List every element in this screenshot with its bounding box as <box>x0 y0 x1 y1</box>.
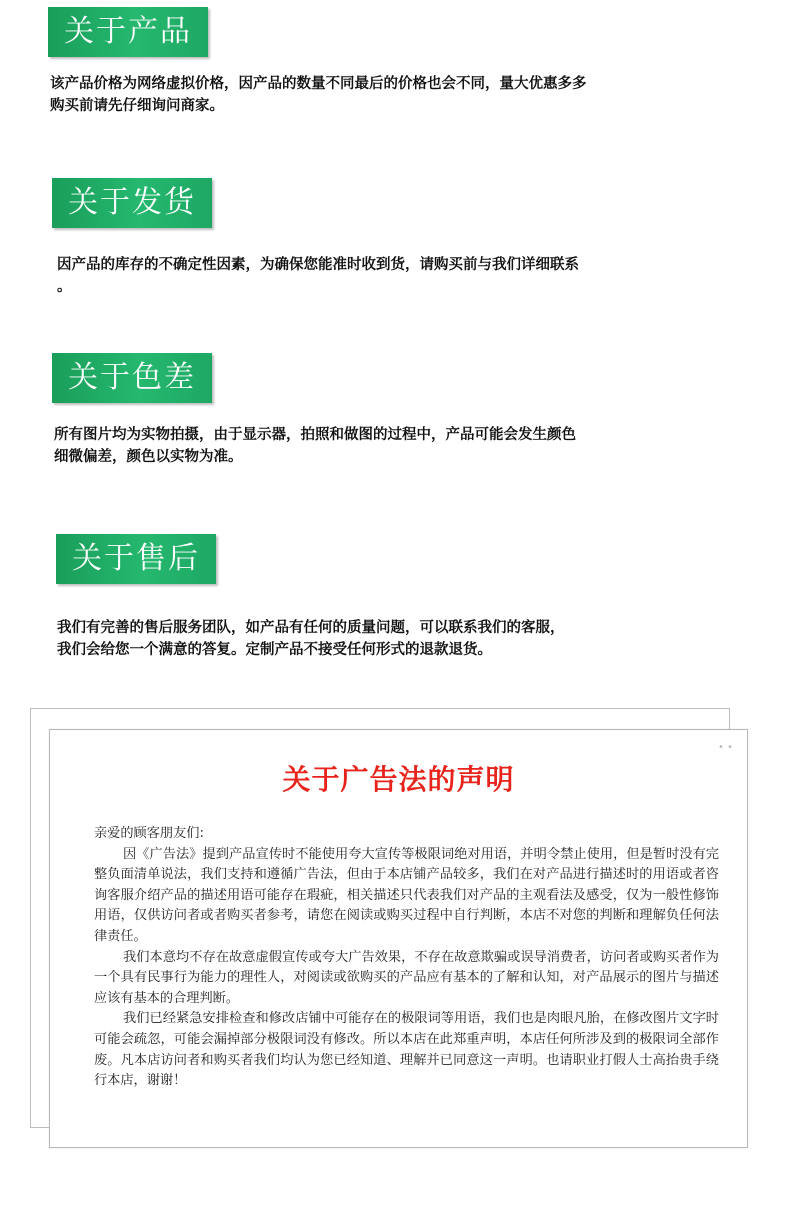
notice-paragraph: 因《广告法》提到产品宣传时不能使用夸大宣传等极限词绝对用语，并明令禁止使用，但是暂时没有完整负面清单说法，我们支持和遵循广告法，但由于本店铺产品较多，我们在对产品进行描述时的用语或者咨询客服介绍产品的描述用语可能存在瑕疵，相关描述只代表我们对产品的主观看法及感受，仅为一般性修饰用语，仅供访问者或者购买者参考，请您在阅读或购买过程中自行判断，本店不对您的判断和理解负任何法律责任。 <box>94 846 719 944</box>
section-text-color: 所有图片均为实物拍摄，由于显示器，拍照和做图的过程中，产品可能会发生颜色 细微偏差，颜色以实物为准。 <box>54 427 576 465</box>
section-text-aftersales: 我们有完善的售后服务团队，如产品有任何的质量问题，可以联系我们的客服， 我们会给您一个满意的答复。定制产品不接受任何形式的退款退货。 <box>57 620 565 658</box>
card-corner-dots-icon: • • <box>718 742 733 753</box>
section-text-shipping: 因产品的库存的不确定性因素，为确保您能准时收到货，请购买前与我们详细联系 。 <box>57 257 579 295</box>
section-title-shipping: 关于发货 <box>52 178 212 228</box>
notice-greeting: 亲爱的顾客朋友们: <box>94 826 204 841</box>
notice-paragraph: 我们本意均不存在故意虚假宣传或夸大广告效果，不存在故意欺骗或误导消费者，访问者或购买者作为一个具有民事行为能力的理性人，对阅读或欲购买的产品应有基本的了解和认知，对产品展示的图片与描述应该有基本的合理判断。 <box>94 949 719 1006</box>
notice-paragraph: 我们已经紧急安排检查和修改店铺中可能存在的极限词等用语，我们也是肉眼凡胎，在修改图片文字时可能会疏忽，可能会漏掉部分极限词没有修改。所以本店在此郑重声明，本店任何所涉及到的极限词全部作废。凡本店访问者和购买者我们均认为您已经知道、理解并已同意这一声明。也请职业打假人士高抬贵手绕行本店，谢谢！ <box>94 1011 719 1089</box>
section-title-aftersales: 关于售后 <box>56 534 216 584</box>
section-title-color: 关于色差 <box>52 353 212 403</box>
section-text-product: 该产品价格为网络虚拟价格，因产品的数量不同最后的价格也会不同，量大优惠多多 购买前请先仔细询问商家。 <box>50 76 587 114</box>
notice-body <box>94 824 719 1092</box>
notice-title: 关于广告法的声明 <box>282 763 515 796</box>
notice-card <box>49 729 748 1148</box>
section-title-product: 关于产品 <box>48 7 208 57</box>
